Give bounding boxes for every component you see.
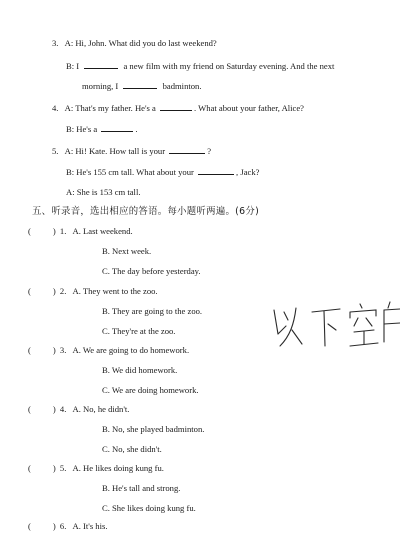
option-c: C. We are doing homework. [102, 385, 199, 395]
answer-paren-close: ) [52, 463, 56, 473]
answer-paren-close: ) [52, 226, 56, 236]
answer-blank[interactable] [123, 80, 157, 89]
answer-paren-open: ( [28, 286, 31, 296]
answer-blank[interactable] [160, 102, 192, 111]
dialog-line: . What about your father, Alice? [194, 103, 304, 113]
answer-paren-close: ) [52, 286, 56, 296]
answer-paren-open: ( [28, 345, 31, 355]
dialog-line: , Jack? [236, 167, 260, 177]
dialog-line: a new film with my friend on Saturday evening. And the next [123, 61, 335, 71]
option-a: A. He likes doing kung fu. [72, 463, 164, 473]
option-b: B. He's tall and strong. [102, 483, 181, 493]
dialog-line: A: She is 153 cm tall. [66, 187, 141, 197]
dialog-number: 3. [52, 38, 59, 48]
answer-blank[interactable] [84, 60, 118, 69]
answer-paren-close: ) [52, 521, 56, 531]
option-c: C. The day before yesterday. [102, 266, 201, 276]
question-number: 4. [59, 404, 67, 414]
dialog-line: ? [207, 146, 212, 156]
dialog-4-b [66, 123, 137, 135]
dialog-3-b2 [82, 80, 202, 92]
answer-paren-close: ) [52, 404, 56, 414]
question-1 [28, 226, 133, 237]
answer-paren-open: ( [28, 404, 31, 414]
question-2 [28, 286, 158, 297]
dialog-line: A: Hi! Kate. How tall is your [64, 146, 166, 156]
option-b: B. We did homework. [102, 365, 178, 375]
dialog-5-b [66, 166, 259, 178]
option-b: B. No, she played badminton. [102, 424, 205, 434]
option-b: B. Next week. [102, 246, 152, 256]
question-3 [28, 345, 189, 356]
answer-blank[interactable] [198, 166, 234, 175]
dialog-3-a [52, 38, 217, 49]
answer-blank[interactable] [101, 123, 133, 132]
section-title: 五、听录音，选出相应的答语。每小题听两遍。(6分) [32, 206, 260, 217]
dialog-line: A: Hi, John. What did you do last weekend? [64, 38, 217, 48]
option-c: C. She likes doing kung fu. [102, 503, 196, 513]
question-number: 6. [59, 521, 67, 531]
dialog-5-a [52, 145, 211, 157]
question-5 [28, 463, 164, 474]
option-a: A. Last weekend. [72, 226, 133, 236]
dialog-3-b1 [66, 60, 334, 72]
option-a: A. They went to the zoo. [72, 286, 158, 296]
dialog-number: 4. [52, 103, 59, 113]
answer-paren-open: ( [28, 521, 31, 531]
dialog-line: B: He's a [66, 124, 98, 134]
dialog-number: 5. [52, 146, 59, 156]
option-b: B. They are going to the zoo. [102, 306, 203, 316]
option-c: C. No, she didn't. [102, 444, 162, 454]
question-number: 3. [59, 345, 67, 355]
handwriting-drawing [268, 298, 400, 352]
option-a: A. No, he didn't. [72, 404, 130, 414]
question-number: 5. [59, 463, 67, 473]
question-number: 2. [59, 286, 67, 296]
option-a: A. It's his. [72, 521, 108, 531]
handwritten-annotation [268, 298, 400, 352]
question-number: 1. [59, 226, 67, 236]
dialog-line: B: I [66, 61, 80, 71]
dialog-line: morning, I [82, 81, 119, 91]
dialog-line: A: That's my father. He's a [64, 103, 156, 113]
answer-paren-open: ( [28, 226, 31, 236]
option-a: A. We are going to do homework. [72, 345, 190, 355]
dialog-line: B: He's 155 cm tall. What about your [66, 167, 194, 177]
option-c: C. They're at the zoo. [102, 326, 176, 336]
answer-paren-close: ) [52, 345, 56, 355]
question-6 [28, 521, 108, 532]
answer-blank[interactable] [169, 145, 205, 154]
question-4 [28, 404, 129, 415]
dialog-4-a [52, 102, 304, 114]
dialog-line: . [135, 124, 138, 134]
dialog-line: badminton. [162, 81, 202, 91]
answer-paren-open: ( [28, 463, 31, 473]
dialog-5-a2 [66, 187, 140, 198]
